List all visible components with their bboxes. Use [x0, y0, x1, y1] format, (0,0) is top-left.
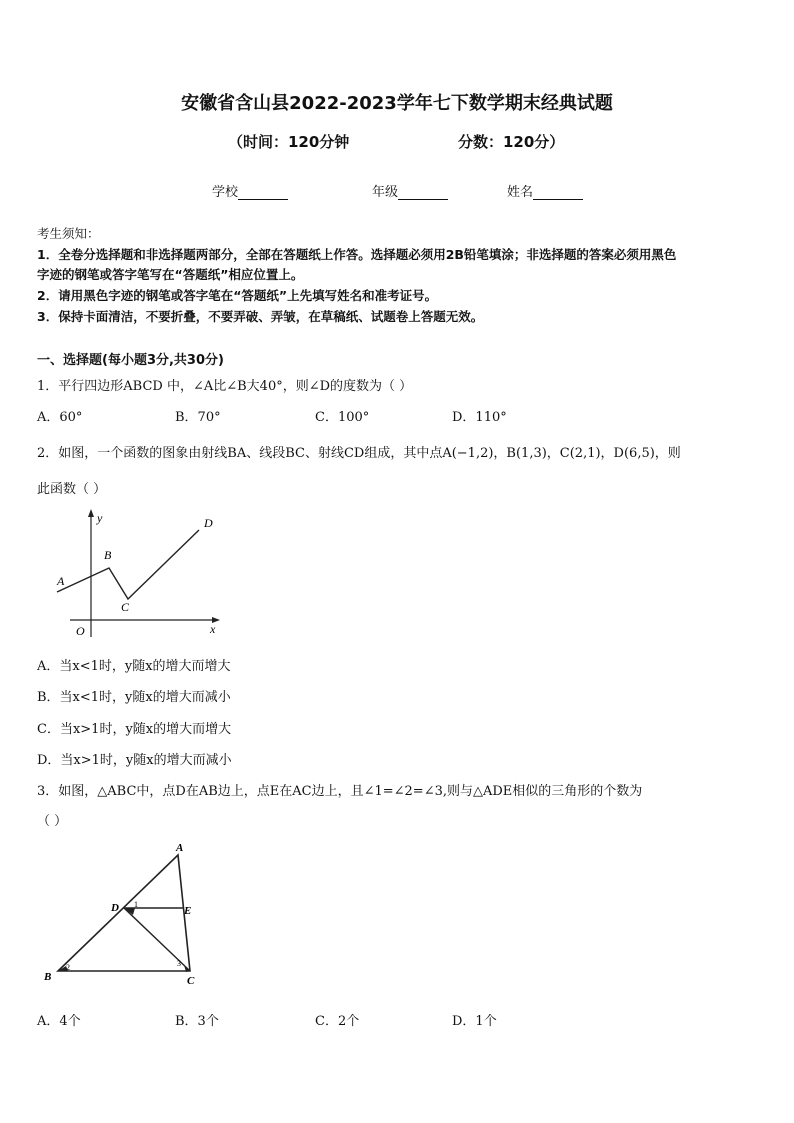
- name-label: 姓名: [507, 185, 534, 200]
- notice-line-1b: 字迹的钢笔或答字笔写在“答题纸”相应位置上。: [37, 267, 304, 282]
- point-label-c: C: [121, 600, 130, 614]
- q1-option-b[interactable]: B．70°: [175, 410, 221, 425]
- q3-option-a[interactable]: A．4个: [37, 1014, 81, 1029]
- q2-option-d[interactable]: D．当x>1时，y随x的增大而减小: [37, 753, 232, 768]
- angle-label-3: 3: [177, 959, 181, 968]
- exam-time: （时间：120分钟: [228, 133, 350, 151]
- q2-stem-cont: 此函数（ ）: [37, 482, 107, 497]
- school-field: [212, 181, 288, 200]
- triangle-abc: [58, 855, 190, 971]
- q2-option-a[interactable]: A．当x<1时，y随x的增大而增大: [37, 659, 231, 674]
- vertex-label-a: A: [176, 842, 184, 854]
- grade-blank: [398, 187, 448, 200]
- q3-option-b[interactable]: B．3个: [175, 1014, 219, 1029]
- q2-option-c[interactable]: C．当x>1时，y随x的增大而增大: [37, 722, 232, 737]
- point-label-a: A: [57, 574, 65, 588]
- grade-field: [372, 181, 448, 200]
- function-polyline: [57, 530, 199, 599]
- q3-triangle-figure: [38, 842, 208, 987]
- q1-stem: 1．平行四边形ABCD 中，∠A比∠B大40°，则∠D的度数为（ ）: [37, 379, 413, 394]
- name-field: [507, 181, 583, 200]
- notice-heading: 考生须知：: [37, 226, 100, 241]
- point-label-b: B: [104, 548, 112, 562]
- page-title: 安徽省含山县2022-2023学年七下数学期末经典试题: [181, 93, 613, 114]
- q3-option-d[interactable]: D．1个: [452, 1014, 497, 1029]
- school-label: 学校: [212, 185, 239, 200]
- vertex-label-d: D: [111, 902, 119, 914]
- q3-stem-cont: （ ）: [37, 814, 68, 829]
- q2-option-b[interactable]: B．当x<1时，y随x的增大而减小: [37, 690, 231, 705]
- axis-label-x: x: [210, 622, 216, 636]
- exam-score: 分数：120分）: [458, 133, 565, 151]
- vertex-label-e: E: [184, 905, 192, 917]
- notice-line-3: 3．保持卡面清洁，不要折叠，不要弄破、弄皱，在草稿纸、试题卷上答题无效。: [37, 309, 484, 324]
- y-axis-arrow-icon: [88, 509, 94, 517]
- point-label-d: D: [204, 516, 213, 530]
- angle-label-1: 1: [134, 900, 138, 909]
- section-heading: 一、选择题(每小题3分,共30分): [37, 353, 224, 368]
- origin-label: O: [76, 624, 85, 638]
- q3-stem: 3．如图，△ABC中，点D在AB边上，点E在AC边上，且∠1=∠2=∠3,则与△ADE相似的三角形的个数为: [37, 784, 643, 799]
- vertex-label-c: C: [187, 975, 195, 987]
- q1-option-a[interactable]: A．60°: [37, 410, 83, 425]
- notice-line-2: 2．请用黑色字迹的钢笔或答字笔在“答题纸”上先填写姓名和准考证号。: [37, 288, 438, 303]
- grade-label: 年级: [372, 185, 399, 200]
- q1-option-c[interactable]: C．100°: [315, 410, 370, 425]
- axis-label-y: y: [97, 511, 103, 525]
- q2-function-graph: [50, 506, 230, 641]
- notice-line-1: 1．全卷分选择题和非选择题两部分，全部在答题纸上作答。选择题必须用2B铅笔填涂；非选择题的答案必须用黑色: [37, 247, 677, 262]
- q2-stem: 2．如图，一个函数的图象由射线BA、线段BC、射线CD组成，其中点A(−1,2)，B(1,3)，C(2,1)，D(6,5)，则: [37, 446, 681, 461]
- vertex-label-b: B: [44, 971, 52, 983]
- q3-option-c[interactable]: C．2个: [315, 1014, 360, 1029]
- q1-option-d[interactable]: D．110°: [452, 410, 507, 425]
- angle-label-2: 2: [66, 963, 70, 972]
- name-blank: [533, 187, 583, 200]
- school-blank: [238, 187, 288, 200]
